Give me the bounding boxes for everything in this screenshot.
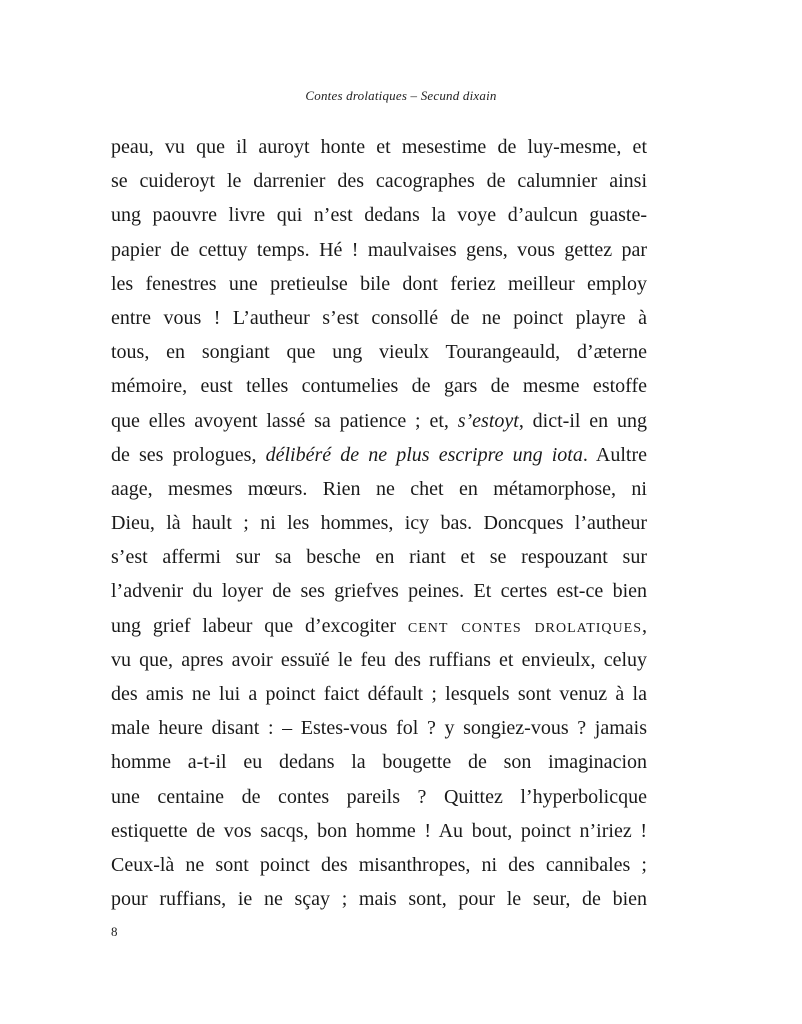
text-line: Ceux-là ne sont poinct des misanthropes, ni des cannibales ; [111,853,647,876]
text-line: pour ruffians, ie ne sçay ; mais sont, pour le seur, de bien [111,888,647,911]
text-line: aage, mesmes mœurs. Rien ne chet en métamorphose, ni [111,477,647,500]
page-number: 8 [111,924,118,939]
running-header: Contes drolatiques – Secund dixain [305,88,497,103]
text-run: que elles avoyent lassé sa patience ; et, [111,409,458,432]
text-run: de ses prologues, [111,443,266,466]
text-line: une centaine de contes pareils ? Quittez l’hyperbolicque [111,785,647,808]
text-line: papier de cettuy temps. Hé ! maulvaises gens, vous gettez par [111,238,647,261]
text-line: les fenestres une pretieulse bile dont feriez meilleur employ [111,272,647,295]
text-line: homme a-t-il eu dedans la bougette de son imaginacion [111,751,647,774]
text-line [111,438,647,472]
text-line: l’advenir du loyer de ses griefves peines. Et certes est-ce bien [111,580,647,603]
italic-run: s’estoyt [457,409,519,432]
text-line: mémoire, eust telles contumelies de gars de mesme estoffe [111,375,647,398]
text-line [111,609,647,643]
body-text [111,130,647,916]
text-run: , dict-il en ung [518,409,647,432]
small-caps-title: cent contes drolatiques [407,614,642,637]
text-run: . Aultre [582,443,647,466]
text-line: Dieu, là hault ; ni les hommes, icy bas. Doncques l’autheur [111,512,647,535]
text-run: ung grief labeur que d’excogiter [111,614,408,637]
text-line: entre vous ! L’autheur s’est consollé de ne poinct playre à [111,306,647,329]
text-line: s’est affermi sur sa besche en riant et se respouzant sur [111,546,647,569]
text-run: , [642,614,647,637]
text-line: ung paouvre livre qui n’est dedans la voye d’aulcun guaste- [111,204,647,227]
italic-run: délibéré de ne plus escripre ung iota [265,443,583,466]
text-line: se cuideroyt le darrenier des cacographes de calumnier ainsi [111,170,647,193]
text-line: male heure disant : – Estes-vous fol ? y songiez-vous ? jamais [111,717,647,740]
text-line: estiquette de vos sacqs, bon homme ! Au bout, poinct n’iriez ! [111,819,647,842]
text-line: peau, vu que il auroyt honte et mesestime de luy-mesme, et [111,136,647,158]
text-line: vu que, apres avoir essuïé le feu des ruffians et envieulx, celuy [111,648,647,671]
text-line: tous, en songiant que ung vieulx Tourangeauld, d’æterne [111,341,647,364]
text-line: des amis ne lui a poinct faict défault ; lesquels sont venuz à la [111,683,647,705]
text-line [111,404,647,438]
